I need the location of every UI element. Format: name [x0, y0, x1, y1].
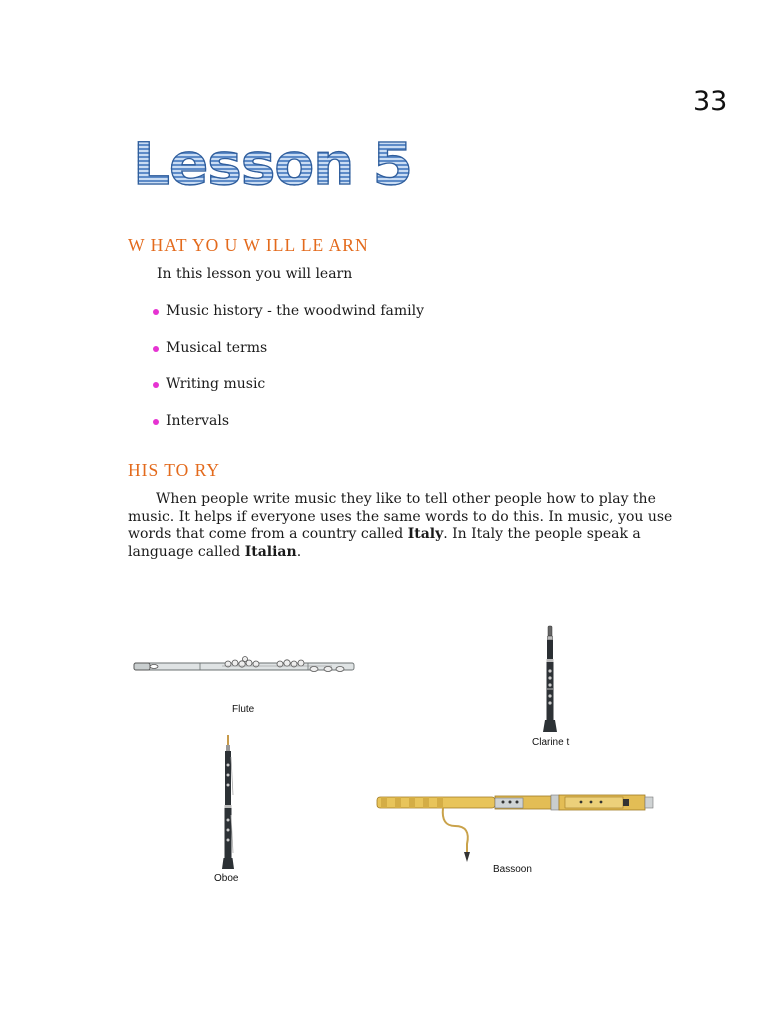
learn-list [153, 303, 424, 449]
list-item: Musical terms [153, 340, 424, 377]
bassoon-image [375, 792, 657, 864]
page-number: 33 [693, 86, 728, 117]
clarinet-caption: Clarine t [532, 737, 570, 748]
bassoon-caption: Bassoon [493, 864, 532, 875]
clarinet-image [540, 626, 560, 734]
lesson-title: Lesson 5 [133, 130, 413, 198]
learn-intro: In this lesson you will learn [157, 266, 353, 282]
term-italian: Italian [244, 543, 297, 560]
flute-caption: Flute [232, 704, 255, 715]
list-item: Writing music [153, 376, 424, 413]
list-item: Intervals [153, 413, 424, 450]
list-item: Music history - the woodwind family [153, 303, 424, 340]
bullet-icon [153, 309, 159, 315]
section-heading-history: HIS TO RY [128, 460, 220, 480]
bullet-icon [153, 346, 159, 352]
flute-image [132, 655, 358, 677]
oboe-image [218, 735, 238, 871]
term-italy: Italy [407, 526, 444, 542]
section-heading-learn: W HAT YO U W ILL LE ARN [128, 235, 369, 255]
bullet-icon [153, 419, 159, 425]
bullet-icon [153, 382, 159, 388]
oboe-caption: Oboe [214, 873, 239, 884]
history-paragraph: When people write music they like to tell other people how to play the music. It helps if everyone uses the same words to do this. In music, you use words that come from a country called Italy. In Italy the people speak a language called Italian. [128, 491, 673, 560]
